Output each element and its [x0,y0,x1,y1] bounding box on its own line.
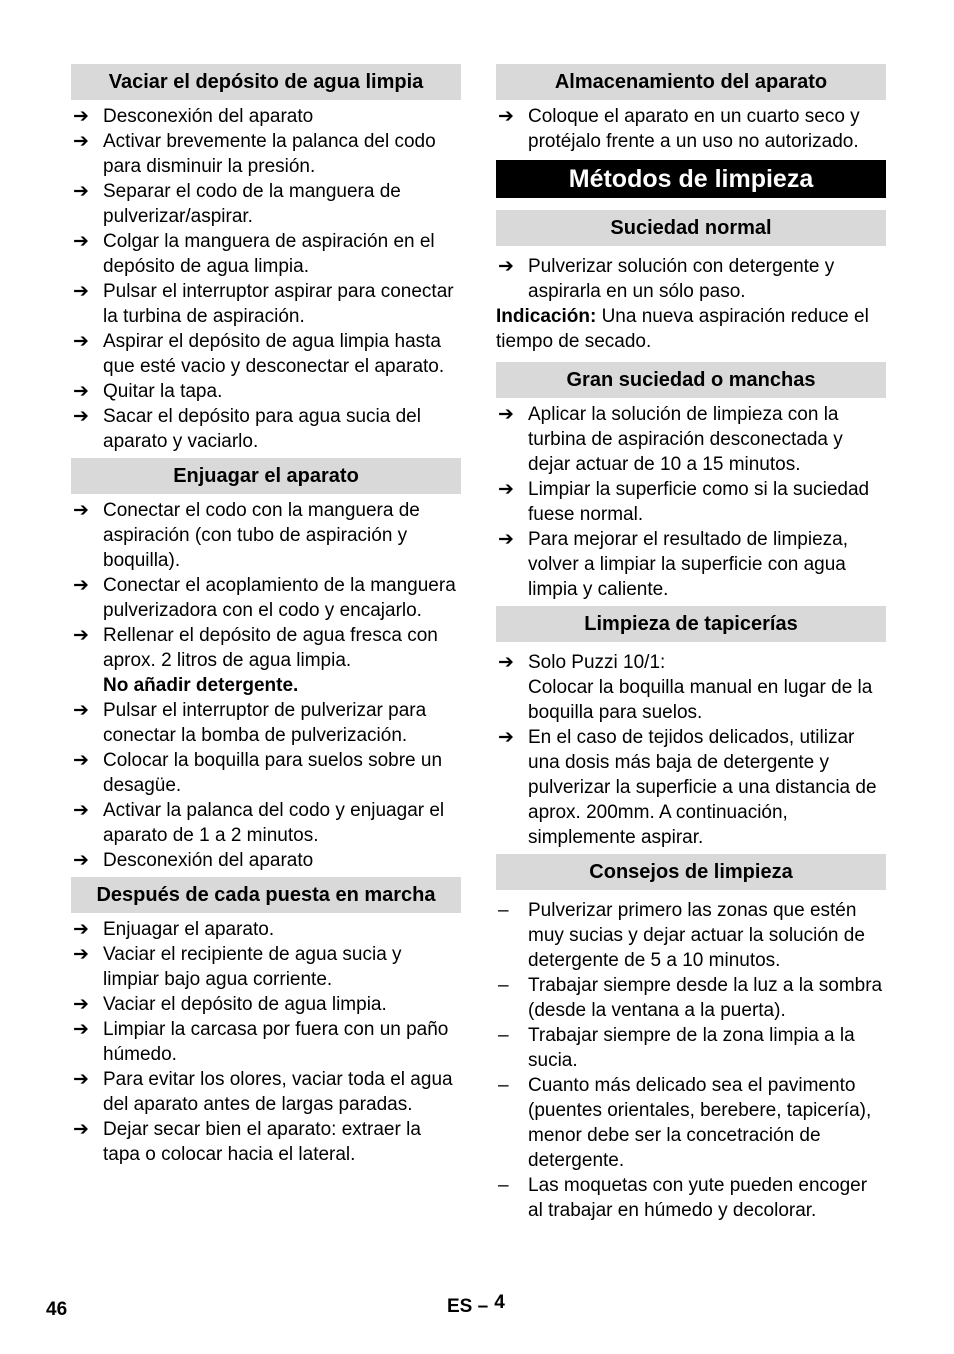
arrow-icon: ➔ [73,850,89,871]
list-item: ➔ Para mejorar el resultado de limpieza, volver a limpiar la superficie con agua limpia y caliente. [498,529,848,600]
section-title: Enjuagar el aparato [71,458,461,494]
arrow-icon: ➔ [73,575,89,596]
list-item: – Cuanto más delicado sea el pavimento (puentes orientales, berebere, tapicería), menor debe ser la concetración de detergente. [498,1075,872,1171]
list-item: ➔ Separar el codo de la manguera de pulverizar/aspirar. [73,181,401,227]
arrow-icon: ➔ [73,181,89,202]
list-item: ➔ Activar la palanca del codo y enjuagar el aparato de 1 a 2 minutos. [73,800,445,846]
arrow-icon: ➔ [73,106,89,127]
arrow-icon: ➔ [73,944,89,965]
arrow-icon: ➔ [73,281,89,302]
dash-icon: – [498,1025,509,1046]
section-title: Después de cada puesta en marcha [71,877,461,913]
page-number: 46 [46,1299,68,1320]
arrow-icon: ➔ [73,994,89,1015]
arrow-icon: ➔ [73,1069,89,1090]
list-item: ➔ Pulsar el interruptor de pulverizar para conectar la bomba de pulverización. [73,700,427,746]
arrow-icon: ➔ [73,1119,89,1140]
arrow-icon: ➔ [73,700,89,721]
arrow-icon: ➔ [498,404,514,425]
list-item: ➔ Pulverizar solución con detergente y aspirarla en un sólo paso. [498,256,835,302]
right-column [496,64,886,1223]
section-title: Consejos de limpieza [496,854,886,890]
list-item: ➔ Quitar la tapa. [73,381,223,402]
arrow-icon: ➔ [73,919,89,940]
list-item: ➔ Enjuagar el aparato. [73,919,275,940]
section-number: 4 [494,1292,505,1313]
list-item: ➔ Limpiar la carcasa por fuera con un paño húmedo. [73,1019,449,1065]
dash-icon: – [498,1075,509,1096]
list-item: ➔ Aspirar el depósito de agua limpia hasta que esté vacio y desconectar el aparato. [73,331,445,377]
list-item: – Pulverizar primero las zonas que estén muy sucias y dejar actuar la solución de detergente de 5 a 10 minutos. [498,900,865,971]
list-item: ➔ Vaciar el recipiente de agua sucia y limpiar bajo agua corriente. [73,944,402,990]
list-item: ➔ Pulsar el interruptor aspirar para conectar la turbina de aspiración. [73,281,454,327]
note-paragraph: Indicación: Una nueva aspiración reduce el tiempo de secado. [496,306,869,352]
section-title: Limpieza de tapicerías [496,606,886,642]
arrow-icon: ➔ [73,231,89,252]
section-title: Suciedad normal [496,210,886,246]
section-title: Gran suciedad o manchas [496,362,886,398]
list-item: ➔ Desconexión del aparato [73,106,314,127]
list-item: – Trabajar siempre de la zona limpia a la sucia. [498,1025,855,1071]
list-item: ➔ Conectar el codo con la manguera de aspiración (con tubo de aspiración y boquilla). [73,500,420,571]
left-column [71,64,461,1167]
arrow-icon: ➔ [73,131,89,152]
arrow-icon: ➔ [73,406,89,427]
list-item: ➔ Activar brevemente la palanca del codo para disminuir la presión. [73,131,436,177]
warning-note: No añadir detergente. [103,675,299,696]
list-item: ➔ Colgar la manguera de aspiración en el depósito de agua limpia. [73,231,435,277]
arrow-icon: ➔ [73,1019,89,1040]
list-item: – Las moquetas con yute pueden encoger al trabajar en húmedo y decolorar. [498,1175,868,1221]
list-item: ➔ Solo Puzzi 10/1: Colocar la boquilla manual en lugar de la boquilla para suelos. [498,652,873,723]
list-item: ➔ Rellenar el depósito de agua fresca con aprox. 2 litros de agua limpia. No añadir detergente. [71,623,461,698]
list-item: – Trabajar siempre desde la luz a la sombra (desde la ventana a la puerta). [498,975,883,1021]
list-item: ➔ En el caso de tejidos delicados, utilizar una dosis más baja de detergente y pulverizar la superficie a una distancia de aprox. 200mm. A continuación, simplemente aspirar. [498,727,877,848]
list-item: ➔ Para evitar los olores, vaciar toda el agua del aparato antes de largas paradas. [73,1069,453,1115]
arrow-icon: ➔ [498,479,514,500]
list-item: ➔ Dejar secar bien el aparato: extraer la tapa o colocar hacia el lateral. [73,1119,421,1165]
language-code: ES – 4 [447,1292,505,1317]
arrow-icon: ➔ [73,625,89,646]
note-label: Indicación: [496,306,597,327]
arrow-icon: ➔ [498,529,514,550]
arrow-icon: ➔ [73,381,89,402]
arrow-icon: ➔ [498,652,514,673]
list-item: ➔ Coloque el aparato en un cuarto seco y protéjalo frente a un uso no autorizado. [498,106,860,152]
list-item: ➔ Vaciar el depósito de agua limpia. [73,994,387,1015]
arrow-icon: ➔ [498,106,514,127]
list-item: ➔ Colocar la boquilla para suelos sobre un desagüe. [73,750,443,796]
section-title: Vaciar el depósito de agua limpia [71,64,461,100]
list-item: ➔ Sacar el depósito para agua sucia del aparato y vaciarlo. [73,406,421,452]
list-item: ➔ Conectar el acoplamiento de la manguera pulverizadora con el codo y encajarlo. [73,575,456,621]
arrow-icon: ➔ [73,750,89,771]
arrow-icon: ➔ [73,331,89,352]
dash-icon: – [498,975,509,996]
list-item: ➔ Aplicar la solución de limpieza con la turbina de aspiración desconectada y dejar actuar de 10 a 15 minutos. [498,404,843,475]
arrow-icon: ➔ [73,800,89,821]
dash-icon: – [498,900,509,921]
list-item: ➔ Desconexión del aparato [73,850,314,871]
list-item: ➔ Limpiar la superficie como si la suciedad fuese normal. [498,479,870,525]
arrow-icon: ➔ [498,727,514,748]
arrow-icon: ➔ [498,256,514,277]
arrow-icon: ➔ [73,500,89,521]
chapter-title: Métodos de limpieza [496,160,886,198]
section-title: Almacenamiento del aparato [496,64,886,100]
dash-icon: – [498,1175,509,1196]
